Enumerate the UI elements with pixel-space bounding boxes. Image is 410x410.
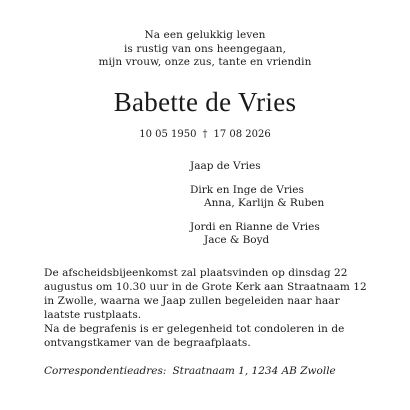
family-line: Jordi en Rianne de Vries — [190, 221, 320, 233]
death-date: 17 08 2026 — [213, 129, 271, 140]
life-dates — [0, 128, 410, 141]
family-list — [190, 160, 324, 258]
family-group — [190, 184, 324, 210]
correspondence-address — [44, 364, 336, 378]
address-label: Correspondentieadres: — [44, 365, 167, 377]
intro-line: is rustig van ons heengegaan, — [123, 42, 287, 55]
family-line: Dirk en Inge de Vries — [190, 184, 304, 196]
ceremony-paragraph: De afscheidsbijeenkomst zal plaatsvinden op dinsdag 22 augustus om 10.30 uur in de Grote Kerk aan Straatnaam 12 in Zwolle, waarna we Jaap zullen begeleiden naar haar laatste rustplaats. — [44, 267, 367, 321]
family-line: Jaap de Vries — [190, 160, 261, 172]
condolence-paragraph: Na de begrafenis is er gelegenheid tot condoleren in de ontvangstkamer van de begraafplaats. — [44, 323, 345, 349]
birth-date: 10 05 1950 — [139, 129, 197, 140]
intro-text — [0, 29, 410, 70]
address-value: Straatnaam 1, 1234 AB Zwolle — [172, 365, 336, 377]
cross-icon: † — [202, 129, 208, 140]
family-group — [190, 221, 324, 247]
deceased-name: Babette de Vries — [113, 87, 297, 117]
family-children: Anna, Karlijn & Ruben — [204, 197, 325, 209]
intro-line: mijn vrouw, onze zus, tante en vriendin — [98, 56, 312, 68]
intro-line: Na een gelukkig leven — [144, 29, 266, 41]
family-group — [190, 160, 324, 173]
family-children: Jace & Boyd — [204, 234, 270, 246]
